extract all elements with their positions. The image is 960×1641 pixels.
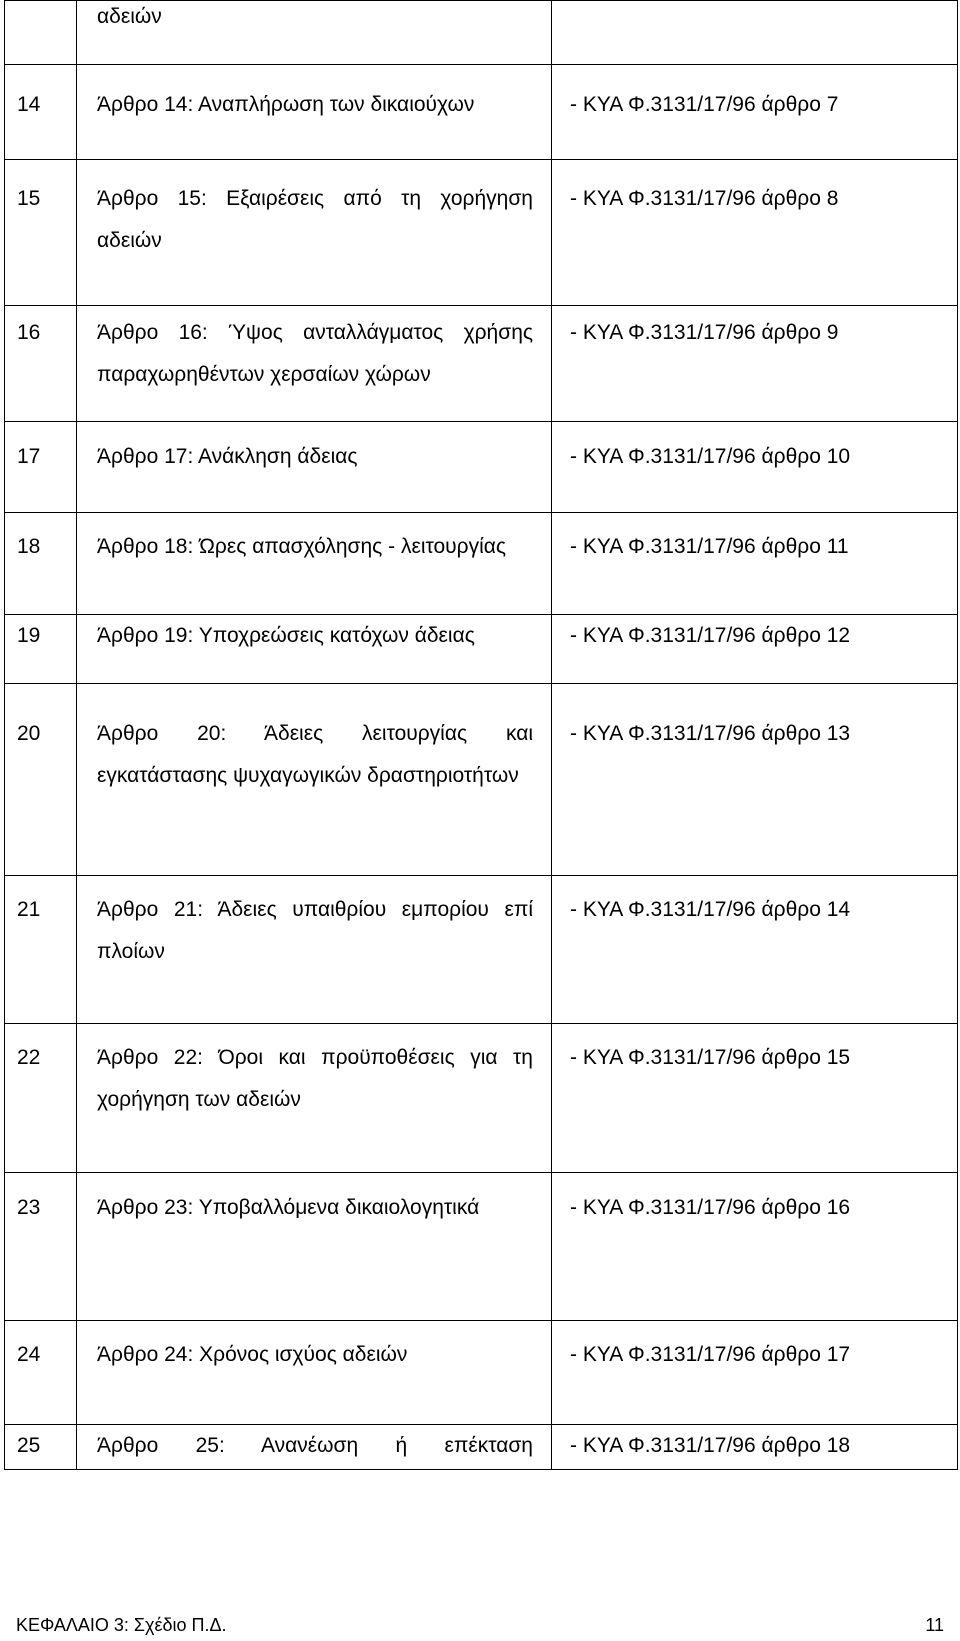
reference: - ΚΥΑ Φ.3131/17/96 άρθρο 17 bbox=[552, 1321, 958, 1425]
table-row bbox=[5, 1425, 958, 1470]
row-number: 23 bbox=[5, 1173, 77, 1321]
table-row bbox=[5, 513, 958, 615]
row-number: 14 bbox=[5, 65, 77, 160]
article-title: Άρθρο 14: Αναπλήρωση των δικαιούχων bbox=[77, 65, 552, 160]
article-title-cell bbox=[77, 1173, 552, 1321]
article-title: αδειών bbox=[97, 5, 162, 28]
reference: - ΚΥΑ Φ.3131/17/96 άρθρο 8 bbox=[552, 160, 958, 306]
row-number: 15 bbox=[5, 160, 77, 306]
row-number: 16 bbox=[5, 306, 77, 422]
article-title-cell bbox=[77, 684, 552, 876]
articles-table bbox=[4, 0, 958, 1470]
article-title-cell bbox=[77, 306, 552, 422]
table-row bbox=[5, 684, 958, 876]
article-title: Άρθρο 22: Όροι και προϋποθέσεις για τη χορήγηση των αδειών bbox=[97, 1046, 533, 1111]
row-number: 19 bbox=[5, 615, 77, 684]
article-title: Άρθρο 21: Άδειες υπαιθρίου εμπορίου επί πλοίων bbox=[97, 898, 533, 963]
reference: - ΚΥΑ Φ.3131/17/96 άρθρο 14 bbox=[552, 876, 958, 1024]
table-row bbox=[5, 160, 958, 306]
article-title-cell bbox=[77, 160, 552, 306]
reference: - ΚΥΑ Φ.3131/17/96 άρθρο 9 bbox=[552, 306, 958, 422]
article-title: Άρθρο 15: Εξαιρέσεις από τη χορήγηση αδειών bbox=[97, 187, 533, 252]
article-title: Άρθρο 20: Άδειες λειτουργίας και εγκατάστασης ψυχαγωγικών δραστηριοτήτων bbox=[97, 722, 533, 787]
article-title: Άρθρο 25: Ανανέωση ή επέκταση bbox=[97, 1434, 533, 1457]
table-row bbox=[5, 1, 958, 65]
row-number: 25 bbox=[5, 1425, 77, 1470]
row-number: 17 bbox=[5, 422, 77, 513]
row-number: 21 bbox=[5, 876, 77, 1024]
page-footer bbox=[16, 1615, 944, 1636]
row-number: 20 bbox=[5, 684, 77, 876]
article-title-cell bbox=[77, 1024, 552, 1173]
article-title: Άρθρο 16: Ύψος ανταλλάγματος χρήσης παραχωρηθέντων χερσαίων χώρων bbox=[97, 321, 533, 386]
page-number: 11 bbox=[925, 1615, 944, 1635]
article-title: Άρθρο 18: Ώρες απασχόλησης - λειτουργίας bbox=[97, 535, 507, 558]
article-title: Άρθρο 17: Ανάκληση άδειας bbox=[77, 422, 552, 513]
row-number: 22 bbox=[5, 1024, 77, 1173]
reference: - ΚΥΑ Φ.3131/17/96 άρθρο 7 bbox=[552, 65, 958, 160]
table-row bbox=[5, 306, 958, 422]
chapter-label: ΚΕΦΑΛΑΙΟ 3: Σχέδιο Π.Δ. bbox=[16, 1615, 227, 1635]
article-title-cell bbox=[77, 1, 552, 65]
table-row bbox=[5, 1173, 958, 1321]
reference: - ΚΥΑ Φ.3131/17/96 άρθρο 15 bbox=[552, 1024, 958, 1173]
article-title: Άρθρο 19: Υποχρεώσεις κατόχων άδειας bbox=[77, 615, 552, 684]
reference: - ΚΥΑ Φ.3131/17/96 άρθρο 13 bbox=[552, 684, 958, 876]
article-title: Άρθρο 24: Χρόνος ισχύος αδειών bbox=[77, 1321, 552, 1425]
reference: - ΚΥΑ Φ.3131/17/96 άρθρο 12 bbox=[552, 615, 958, 684]
row-number-cell bbox=[5, 1, 77, 65]
reference: - ΚΥΑ Φ.3131/17/96 άρθρο 11 bbox=[552, 513, 958, 615]
reference: - ΚΥΑ Φ.3131/17/96 άρθρο 16 bbox=[552, 1173, 958, 1321]
article-title: Άρθρο 23: Υποβαλλόμενα δικαιολογητικά bbox=[97, 1196, 480, 1219]
reference: - ΚΥΑ Φ.3131/17/96 άρθρο 10 bbox=[552, 422, 958, 513]
article-title-cell bbox=[77, 1425, 552, 1470]
table-row bbox=[5, 615, 958, 684]
article-title-cell bbox=[77, 513, 552, 615]
table-row bbox=[5, 422, 958, 513]
article-title-cell bbox=[77, 876, 552, 1024]
reference: - ΚΥΑ Φ.3131/17/96 άρθρο 18 bbox=[552, 1425, 958, 1470]
table-row bbox=[5, 65, 958, 160]
table-row bbox=[5, 1024, 958, 1173]
row-number: 18 bbox=[5, 513, 77, 615]
table-row bbox=[5, 1321, 958, 1425]
table-row bbox=[5, 876, 958, 1024]
row-number: 24 bbox=[5, 1321, 77, 1425]
reference-cell bbox=[552, 1, 958, 65]
